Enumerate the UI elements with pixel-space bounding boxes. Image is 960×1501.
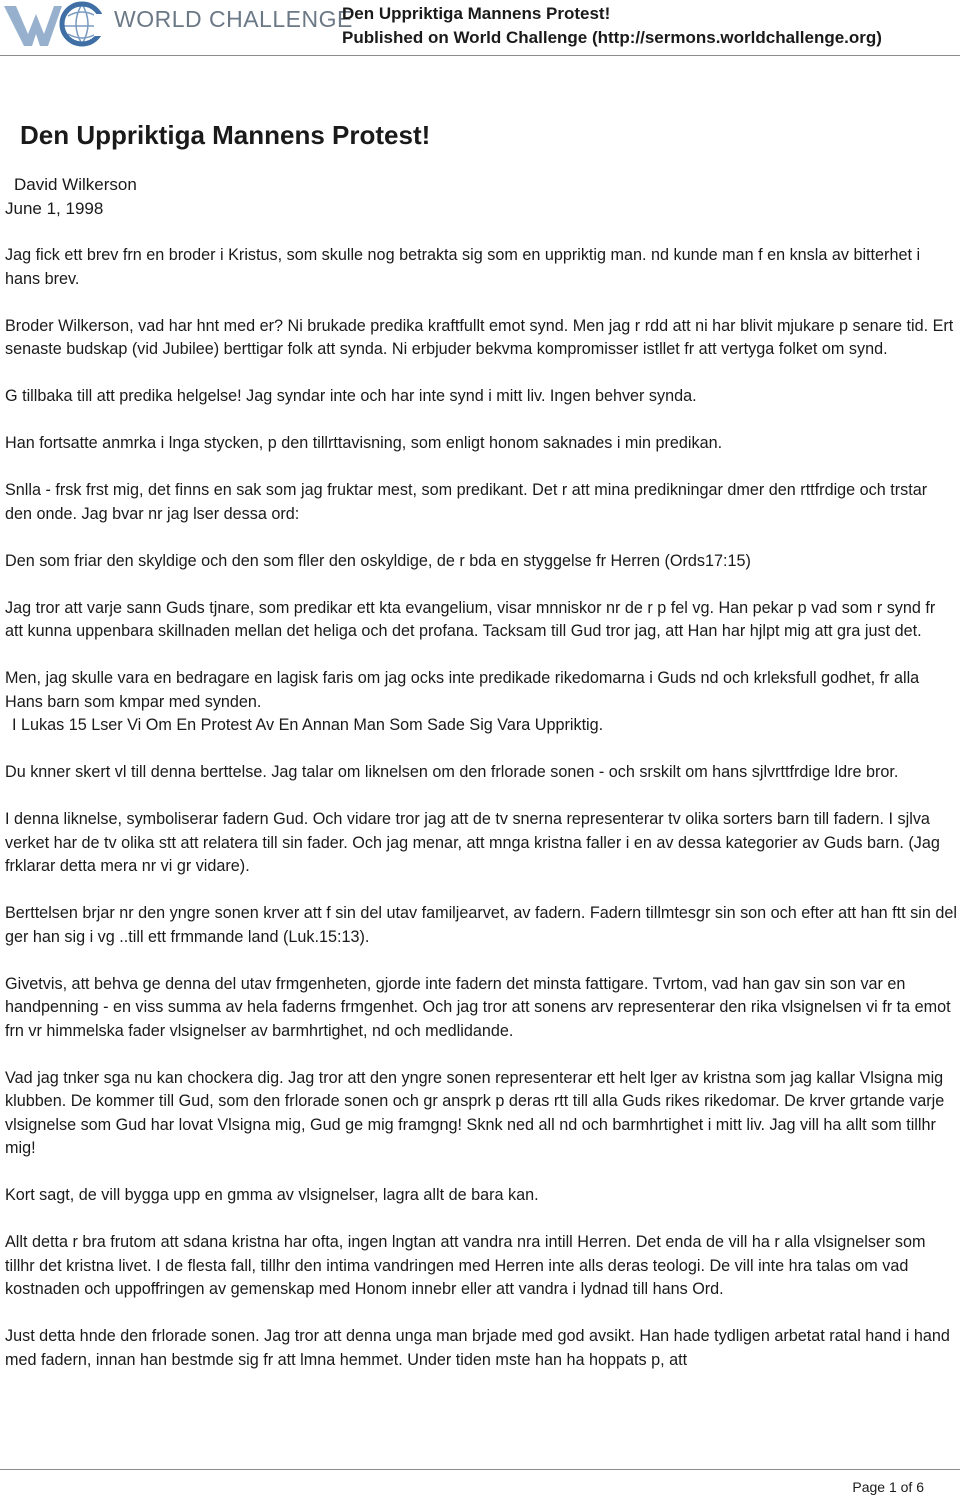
header-title: Den Uppriktiga Mannens Protest! — [342, 4, 611, 23]
header-divider — [0, 55, 960, 56]
paragraph: G tillbaka till att predika helgelse! Jag syndar inte och har inte synd i mitt liv. Ingen behver synda. — [5, 387, 697, 405]
footer-divider — [0, 1469, 960, 1470]
article-meta — [5, 173, 137, 221]
article-date: June 1, 1998 — [5, 199, 104, 218]
article-body — [5, 244, 957, 1396]
paragraph: I denna liknelse, symboliserar fadern Gud. Och vidare tror jag att de tv snerna representerar tv olika sorters barn till fadern. I sjlva verket har de tv olika stt att relatera till sin fader. Och jag menar, att mnga kristna faller i en av dessa kategorier av Guds barn. (Jag frklarar detta mera nr vi gr vidare). — [5, 810, 940, 875]
article-title: Den Uppriktiga Mannens Protest! — [20, 120, 431, 150]
page-number: Page 1 of 6 — [852, 1479, 924, 1495]
world-challenge-logo[interactable] — [2, 0, 353, 52]
header-published[interactable]: Published on World Challenge (http://sermons.worldchallenge.org) — [342, 28, 882, 47]
paragraph: Broder Wilkerson, vad har hnt med er? Ni brukade predika kraftfullt emot synd. Men jag r rdd att ni har blivit mjukare p senare tid. Ert senaste budskap (vid Jubilee) berttigar folk att synda. Ni erbjuder bekvma kompromisser istllet fr att vertyga folket om synd. — [5, 316, 954, 358]
page-header — [0, 0, 960, 56]
paragraph: Men, jag skulle vara en bedragare en lagisk faris om jag ocks inte predikade rikedomarna i Guds nd och krleksfull godhet, fr alla Hans barn som kmpar med synden. — [5, 669, 920, 711]
paragraph: Snlla - frsk frst mig, det finns en sak som jag fruktar mest, som predikant. Det r att mina predikningar dmer den rttfrdige och trstar den onde. Jag bvar nr jag lser dessa ord: — [5, 481, 928, 523]
paragraph: Du knner skert vl till denna berttelse. Jag talar om liknelsen om den frlorade sonen - och srskilt om hans sjlvrttfrdige ldre bror. — [5, 763, 899, 781]
paragraph: Just detta hnde den frlorade sonen. Jag tror att denna unga man brjade med god avsikt. Han hade tydligen arbetat ratal hand i hand med fadern, innan han bestmde sig fr att lmna hemmet. Under tiden mste han ha hoppats p, att — [5, 1327, 950, 1369]
paragraph: Berttelsen brjar nr den yngre sonen krver att f sin del utav familjearvet, av fadern. Fadern tillmtesgr sin son och efter att han ftt sin del ger han sig i vg ..till ett frmmande land (Luk.15:13). — [5, 904, 957, 946]
logo-text: WORLD CHALLENGE — [114, 6, 353, 32]
header-info — [342, 2, 952, 50]
paragraph: Allt detta r bra frutom att sdana kristna har ofta, ingen lngtan att vandra nra intill Herren. Det enda de vill ha r alla vlsignelser som tillhr det kristna livet. I de flesta fall, tillhr den intima vandringen med Herren inte alls deras teologi. De vill inte hra talas om vad kostnaden och uppoffringen av gemenskap med Honom innebr eller att vandra i lydnad till hans Ord. — [5, 1233, 926, 1298]
world-challenge-logo-icon — [2, 0, 114, 52]
article-author: David Wilkerson — [14, 175, 137, 194]
section-heading: I Lukas 15 Lser Vi Om En Protest Av En Annan Man Som Sade Sig Vara Uppriktig. — [12, 716, 604, 734]
paragraph: Jag tror att varje sann Guds tjnare, som predikar ett kta evangelium, visar mnniskor nr de r p fel vg. Han pekar p vad som r synd fr att kunna uppenbara skillnaden mellan det heliga och det profana. Tacksam till Gud tror jag, att Han har hjlpt mig att gra just det. — [5, 598, 936, 640]
paragraph: Vad jag tnker sga nu kan chockera dig. Jag tror att den yngre sonen representerar ett helt lger av kristna som jag kallar Vlsigna mig klubben. De kommer till Gud, som den frlorade sonen och gr ansprk p deras rtt till alla Guds rikes rikedomar. De krver grtande varje vlsignelse som Gud har lovat Vlsigna mig, Gud ge mig framgng! Sknk ned all nd och barmhrtighet i mitt liv. Jag vill ha allt som tillhr mig! — [5, 1068, 945, 1157]
paragraph: Han fortsatte anmrka i lnga stycken, p den tillrttavisning, som enligt honom saknades i min predikan. — [5, 434, 723, 452]
paragraph: Jag fick ett brev frn en broder i Kristus, som skulle nog betrakta sig som en uppriktig man. nd kunde man f en knsla av bitterhet i hans brev. — [5, 246, 921, 288]
paragraph: Kort sagt, de vill bygga upp en gmma av vlsignelser, lagra allt de bara kan. — [5, 1186, 539, 1204]
scripture-quote: Den som friar den skyldige och den som fller den oskyldige, de r bda en styggelse fr Herren (Ords17:15) — [5, 551, 751, 570]
paragraph: Givetvis, att behva ge denna del utav frmgenheten, gjorde inte fadern det minsta fattigare. Tvrtom, vad han gav sin son var en handpenning - en viss summa av hela faderns frmgenhet. Och jag tror att sonens arv representerar den rika vlsignelsen vi fr ta emot frn vr himmelska fader vlsignelser av barmhrtighet, nd och medlidande. — [5, 974, 951, 1040]
